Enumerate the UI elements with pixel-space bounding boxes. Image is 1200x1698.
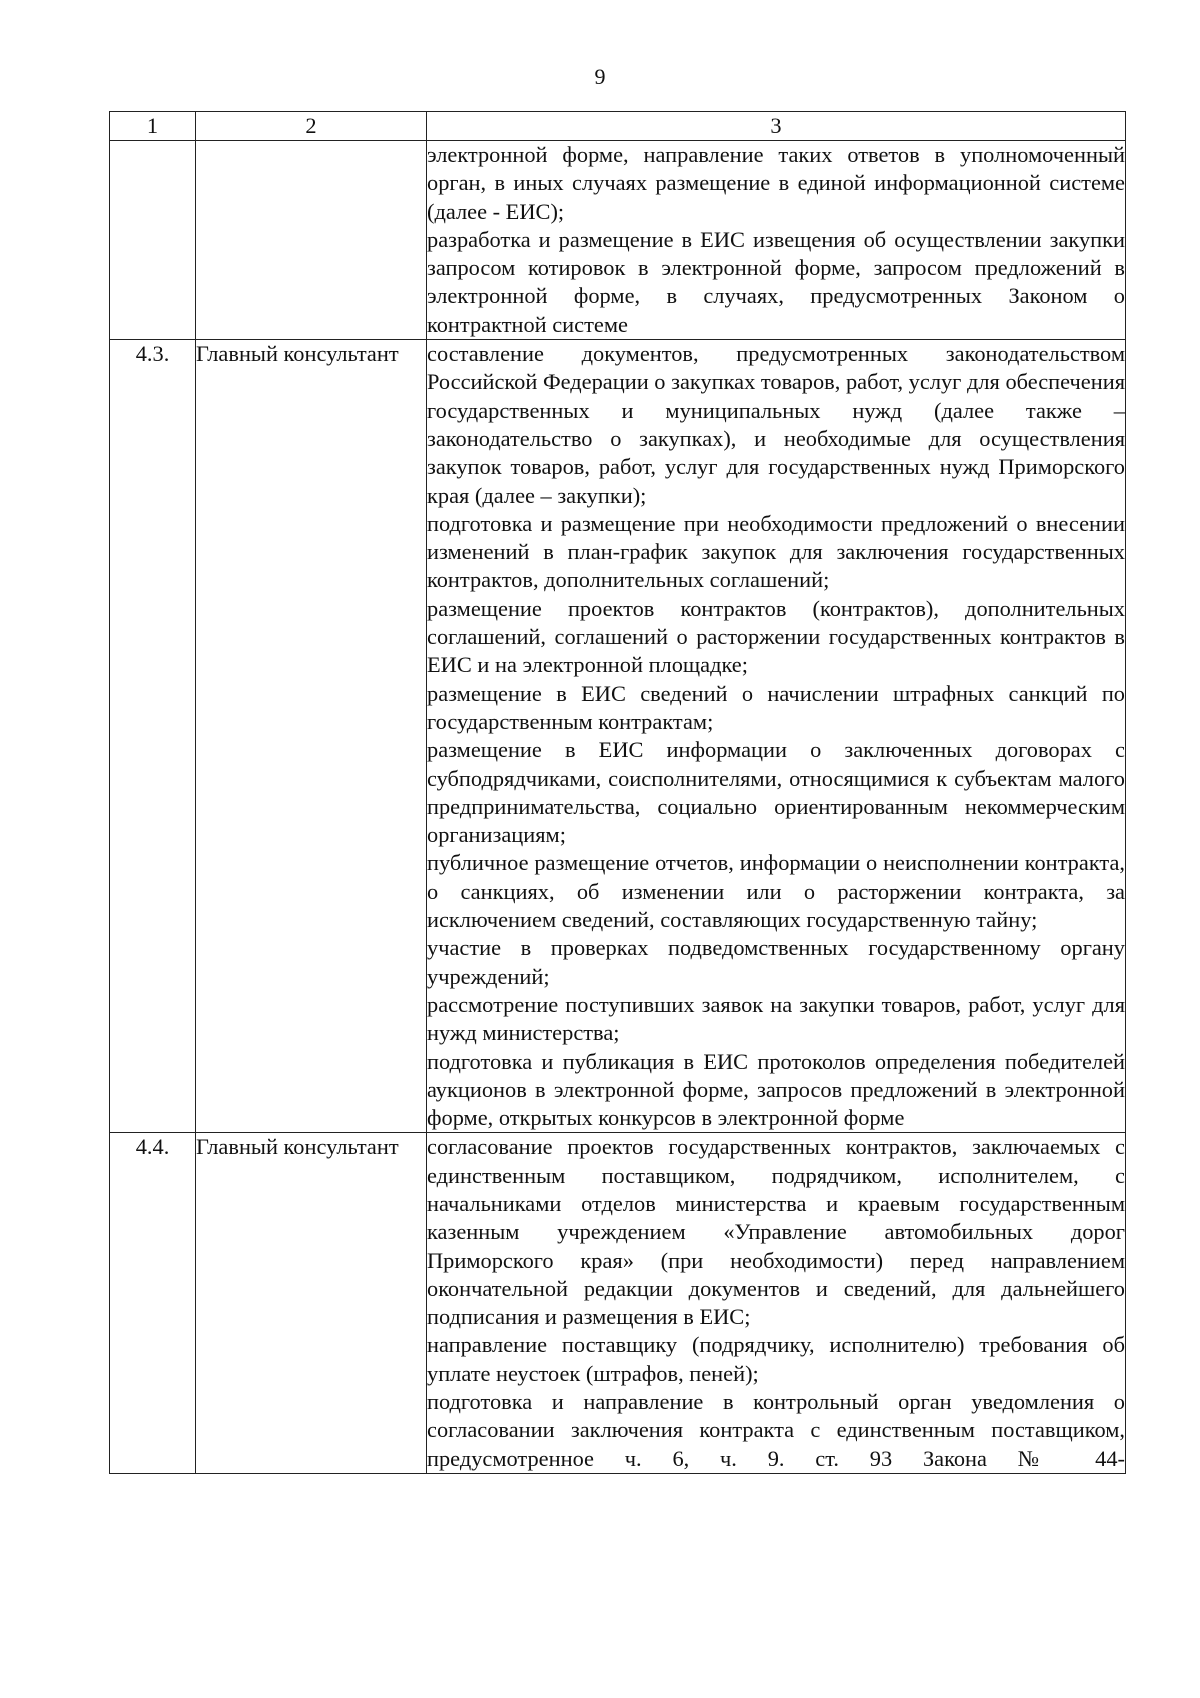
duty-item: разработка и размещение в ЕИС извещения об осуществлении закупки запросом котировок в электронной форме, запросом предложений в электронной форме, в случаях, предусмотренных Законом о контрактной системе — [427, 226, 1125, 337]
table-header-row — [110, 112, 1126, 141]
row-number: 4.4. — [110, 1133, 196, 1474]
duty-item: направление поставщику (подрядчику, исполнителю) требования об уплате неустоек (штрафов, пеней); — [427, 1332, 1125, 1386]
row-number — [110, 141, 196, 340]
duty-item: участие в проверках подведомственных государственному органу учреждений; — [427, 935, 1125, 989]
duties-table — [109, 111, 1126, 1474]
duty-item: размещение проектов контрактов (контрактов), дополнительных соглашений, соглашений о расторжении государственных контрактов в ЕИС и на электронной площадке; — [427, 595, 1125, 678]
row-duties — [427, 141, 1126, 340]
duty-item: подготовка и размещение при необходимости предложений о внесении изменений в план-график закупок для заключения государственных контрактов, дополнительных соглашений; — [427, 510, 1125, 593]
duty-item: публичное размещение отчетов, информации о неисполнении контракта, о санкциях, об изменении или о расторжении контракта, за исключением сведений, составляющих государственную тайну; — [427, 850, 1125, 933]
duty-item: подготовка и направление в контрольный орган уведомления о согласовании заключения контракта с единственным поставщиком, предусмотренное ч. 6, ч. 9. ст. 93 Закона № 44- — [427, 1389, 1125, 1471]
duty-item: электронной форме, направление таких ответов в уполномоченный орган, в иных случаях размещение в единой информационной системе (далее - ЕИС); — [427, 142, 1125, 224]
row-position — [196, 141, 427, 340]
column-header-position: 2 — [196, 112, 427, 141]
duty-item: составление документов, предусмотренных законодательством Российской Федерации о закупках товаров, работ, услуг для обеспечения государственных и муниципальных нужд (далее также – законодательство о закупках), и необходимые для осуществления закупок товаров, работ, услуг для государственных нужд Приморского края (далее – закупки); — [427, 341, 1125, 508]
duty-item: согласование проектов государственных контрактов, заключаемых с единственным поставщиком, подрядчиком, исполнителем, с начальниками отделов министерства и краевым государственным казенным учреждением «Управление автомобильных дорог Приморского края» (при необходимости) перед направлением окончательной редакции документов и сведений, для дальнейшего подписания и размещения в ЕИС; — [427, 1134, 1125, 1330]
row-number: 4.3. — [110, 340, 196, 1133]
duty-item: размещение в ЕИС сведений о начислении штрафных санкций по государственным контрактам; — [427, 680, 1125, 734]
table-row — [110, 340, 1126, 1133]
duty-item: рассмотрение поступивших заявок на закупки товаров, работ, услуг для нужд министерства; — [427, 991, 1125, 1046]
row-duties — [427, 340, 1126, 1133]
column-header-duties: 3 — [427, 112, 1126, 141]
duty-item: размещение в ЕИС информации о заключенных договорах с субподрядчиками, соисполнителями, относящимися к субъектам малого предпринимательства, социально ориентированным некоммерческим организациям; — [427, 737, 1125, 848]
table-row — [110, 1133, 1126, 1474]
row-position: Главный консультант — [196, 1133, 427, 1474]
row-duties — [427, 1133, 1126, 1474]
page-number: 9 — [594, 64, 606, 89]
row-position: Главный консультант — [196, 340, 427, 1133]
duty-item: подготовка и публикация в ЕИС протоколов определения победителей аукционов в электронной форме, запросов предложений в электронной форме, открытых конкурсов в электронной форме — [427, 1048, 1125, 1131]
table-row — [110, 141, 1126, 340]
column-header-number: 1 — [110, 112, 196, 141]
